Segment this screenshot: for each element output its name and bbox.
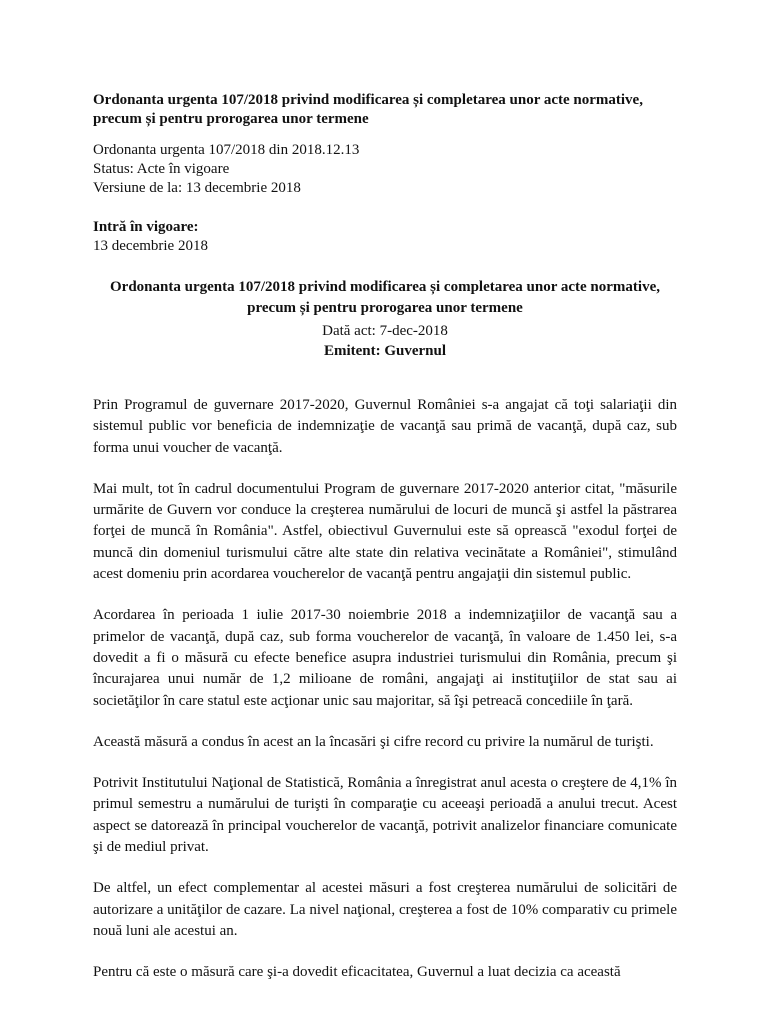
act-title: Ordonanta urgenta 107/2018 privind modificarea și completarea unor acte normative, precum și pentru prorogarea unor termene: [110, 279, 660, 316]
document-header: [93, 91, 693, 256]
act-date: Dată act: 7-dec-2018: [322, 323, 448, 339]
body-paragraph: De altfel, un efect complementar al acestei măsuri a fost creşterea numărului de solicitări de autorizare a unităţilor de cazare. La nivel naţional, creşterea a fost de 10% comparativ cu primele nouă luni ale acestui an.: [93, 880, 677, 939]
in-force-date: 13 decembrie 2018: [93, 238, 208, 254]
body-paragraph: Mai mult, tot în cadrul documentului Program de guvernare 2017-2020 anterior citat, "măsurile urmărite de Guvern vor conduce la creşterea numărului de locuri de muncă şi astfel la păstrarea forţei de muncă în România". Astfel, obiectivul Guvernului este să oprească "exodul forţei de muncă din domeniul turismului către alte state din relativa vecinătate a României", stimulând acest domeniu prin acordarea voucherelor de vacanţă pentru angajaţii din sistemul public.: [93, 480, 677, 583]
body-paragraph: Potrivit Institutului Naţional de Statistică, România a înregistrat anul acesta o creştere de 4,1% în primul semestru a numărului de turişti în comparaţie cu aceeaşi perioadă a anului trecut. Acest aspect se datorează în principal voucherelor de vacanţă, potrivit analizelor financiare comunicate şi de mediul privat.: [93, 775, 677, 856]
act-issuer: Emitent: Guvernul: [323, 343, 447, 359]
document-version: Versiune de la: 13 decembrie 2018: [93, 180, 301, 196]
body-paragraph: Această măsură a condus în acest an la încasări şi cifre record cu privire la numărul de turişti.: [93, 733, 654, 750]
document-meta: [93, 141, 693, 198]
in-force-section: [93, 218, 693, 256]
in-force-label: Intră în vigoare:: [93, 219, 199, 235]
body-paragraph: Acordarea în perioada 1 iulie 2017-30 noiembrie 2018 a indemnizaţiilor de vacanţă sau a primelor de vacanţă, după caz, sub forma voucherelor de vacanţă, în valoare de 1.450 lei, s-a dovedit a fi o măsură cu efecte benefice asupra industriei turismului din România, precum şi încurajarea unui număr de 1,2 milioane de români, angajaţi ai instituţiilor de stat sau ai societăţilor în care statul este acţionar unic sau majoritar, să îşi petreacă concediile în ţară.: [93, 607, 677, 709]
body-paragraph: Pentru că este o măsură care şi-a dovedit eficacitatea, Guvernul a luat decizia ca această: [93, 964, 621, 981]
document-status: Status: Acte în vigoare: [93, 161, 230, 177]
act-header: [93, 277, 677, 361]
document-reference: Ordonanta urgenta 107/2018 din 2018.12.13: [93, 142, 360, 158]
document-body: [93, 395, 677, 1004]
body-paragraph: Prin Programul de guvernare 2017-2020, Guvernul României s-a angajat că toţi salariaţii din sistemul public vor beneficia de indemnizaţie de vacanţă sau primă de vacanţă, după caz, sub forma unui voucher de vacanţă.: [93, 397, 677, 456]
document-title: Ordonanta urgenta 107/2018 privind modificarea și completarea unor acte normative, precum și pentru prorogarea unor termene: [93, 92, 643, 127]
